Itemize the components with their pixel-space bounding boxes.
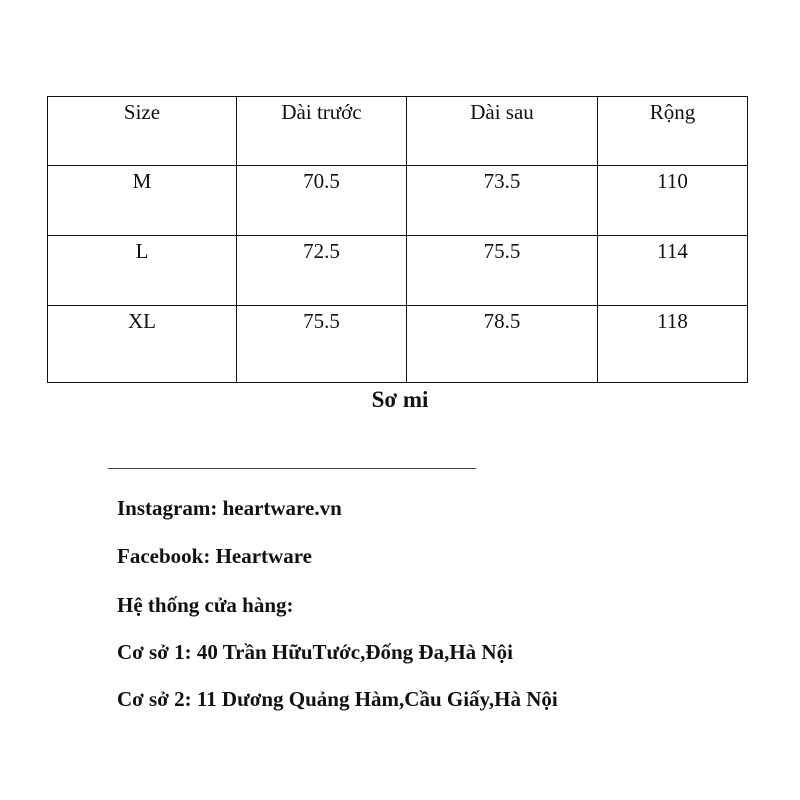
divider-line: ______________________________________________ xyxy=(108,454,476,471)
cell-front-length: 72.5 xyxy=(237,236,407,306)
header-front-length: Dài trước xyxy=(237,97,407,166)
cell-front-length: 75.5 xyxy=(237,306,407,383)
cell-width: 118 xyxy=(598,306,748,383)
size-chart-table xyxy=(47,96,748,383)
cell-back-length: 78.5 xyxy=(407,306,598,383)
table-caption: Sơ mi xyxy=(371,387,429,412)
store-address-1: Cơ sở 1: 40 Trần HữuTước,Đống Đa,Hà Nội xyxy=(117,640,513,664)
cell-size: L xyxy=(48,236,237,306)
cell-size: M xyxy=(48,166,237,236)
table-row xyxy=(48,236,748,306)
stores-heading: Hệ thống cửa hàng: xyxy=(117,593,294,617)
store-address-2: Cơ sở 2: 11 Dương Quảng Hàm,Cầu Giấy,Hà Nội xyxy=(117,687,558,711)
cell-size: XL xyxy=(48,306,237,383)
cell-front-length: 70.5 xyxy=(237,166,407,236)
header-width: Rộng xyxy=(598,97,748,166)
cell-back-length: 75.5 xyxy=(407,236,598,306)
table-header-row xyxy=(48,97,748,166)
instagram-text: Instagram: heartware.vn xyxy=(117,496,342,520)
table-row xyxy=(48,166,748,236)
facebook-text: Facebook: Heartware xyxy=(117,544,312,568)
header-size: Size xyxy=(48,97,237,166)
cell-back-length: 73.5 xyxy=(407,166,598,236)
cell-width: 114 xyxy=(598,236,748,306)
header-back-length: Dài sau xyxy=(407,97,598,166)
cell-width: 110 xyxy=(598,166,748,236)
table-row xyxy=(48,306,748,383)
